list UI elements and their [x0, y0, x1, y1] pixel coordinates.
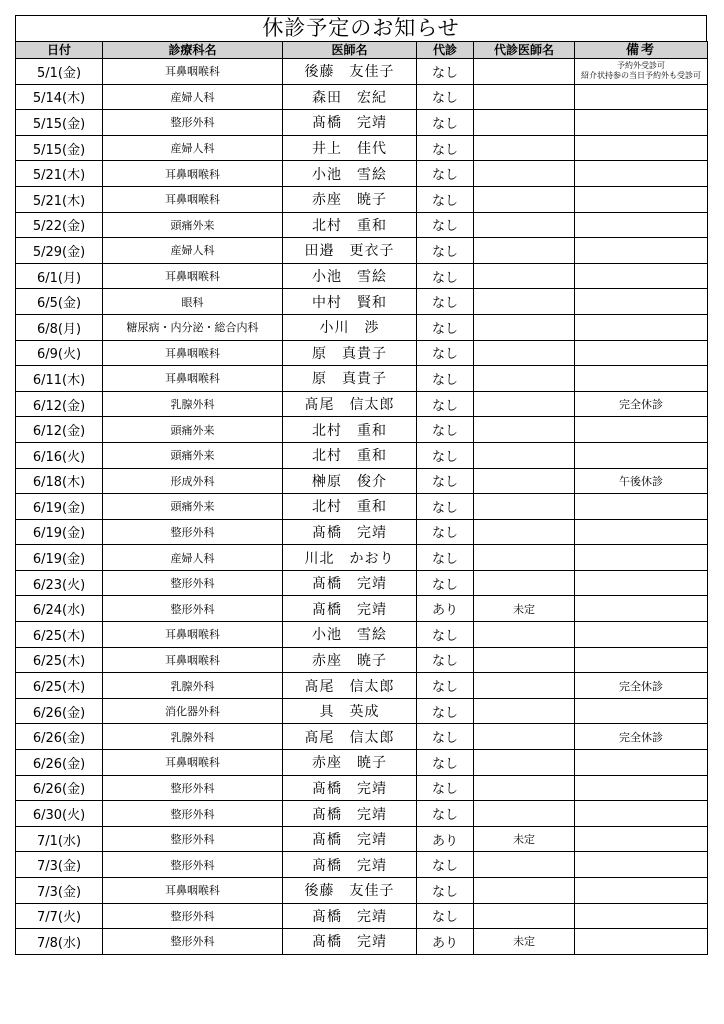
doctor-cell: 赤座 暁子 — [283, 186, 417, 212]
date-cell: 6/26(金) — [16, 724, 103, 750]
notes-cell — [575, 494, 708, 520]
notes-cell — [575, 314, 708, 340]
table-row — [16, 519, 708, 545]
date-cell: 6/12(金) — [16, 417, 103, 443]
substitute-cell: なし — [417, 391, 474, 417]
notes-cell — [575, 161, 708, 187]
doctor-cell: 森田 宏紀 — [283, 84, 417, 110]
substitute-cell: なし — [417, 186, 474, 212]
date-cell: 5/22(金) — [16, 212, 103, 238]
table-row — [16, 263, 708, 289]
department-cell: 耳鼻咽喉科 — [103, 340, 283, 366]
header-substitute-doctor: 代診医師名 — [474, 42, 575, 59]
substitute-doctor-cell — [474, 673, 575, 699]
date-cell: 5/14(木) — [16, 84, 103, 110]
table-header-row — [16, 42, 708, 59]
substitute-cell: なし — [417, 59, 474, 85]
doctor-cell: 川北 かおり — [283, 545, 417, 571]
table-row — [16, 110, 708, 136]
notes-cell — [575, 186, 708, 212]
substitute-cell: なし — [417, 289, 474, 315]
date-cell: 6/18(木) — [16, 468, 103, 494]
doctor-cell: 髙橋 完靖 — [283, 775, 417, 801]
substitute-cell: なし — [417, 698, 474, 724]
substitute-doctor-cell — [474, 570, 575, 596]
substitute-cell: なし — [417, 110, 474, 136]
notes-cell — [575, 596, 708, 622]
table-row — [16, 750, 708, 776]
substitute-doctor-cell — [474, 468, 575, 494]
substitute-cell: なし — [417, 494, 474, 520]
substitute-cell: なし — [417, 263, 474, 289]
substitute-doctor-cell — [474, 263, 575, 289]
department-cell: 頭痛外来 — [103, 494, 283, 520]
substitute-doctor-cell — [474, 442, 575, 468]
department-cell: 産婦人科 — [103, 135, 283, 161]
notes-cell — [575, 135, 708, 161]
department-cell: 糖尿病・内分泌・総合内科 — [103, 314, 283, 340]
substitute-doctor-cell — [474, 289, 575, 315]
date-cell: 6/12(金) — [16, 391, 103, 417]
department-cell: 産婦人科 — [103, 545, 283, 571]
substitute-cell: なし — [417, 647, 474, 673]
substitute-cell: なし — [417, 519, 474, 545]
doctor-cell: 髙橋 完靖 — [283, 852, 417, 878]
table-row — [16, 929, 708, 955]
table-row — [16, 647, 708, 673]
table-row — [16, 212, 708, 238]
notes-cell — [575, 622, 708, 648]
date-cell: 6/1(月) — [16, 263, 103, 289]
date-cell: 6/16(火) — [16, 442, 103, 468]
department-cell: 耳鼻咽喉科 — [103, 186, 283, 212]
substitute-doctor-cell — [474, 750, 575, 776]
table-row — [16, 442, 708, 468]
date-cell: 6/8(月) — [16, 314, 103, 340]
substitute-cell: なし — [417, 852, 474, 878]
doctor-cell: 原 真貴子 — [283, 366, 417, 392]
substitute-doctor-cell — [474, 724, 575, 750]
notes-cell — [575, 545, 708, 571]
table-body — [16, 59, 708, 955]
substitute-cell: なし — [417, 238, 474, 264]
substitute-doctor-cell — [474, 903, 575, 929]
notes-cell — [575, 110, 708, 136]
notes-cell — [575, 852, 708, 878]
substitute-doctor-cell — [474, 698, 575, 724]
substitute-doctor-cell — [474, 519, 575, 545]
substitute-cell: あり — [417, 929, 474, 955]
department-cell: 整形外科 — [103, 801, 283, 827]
substitute-doctor-cell — [474, 647, 575, 673]
closure-table — [15, 41, 708, 955]
table-row — [16, 852, 708, 878]
doctor-cell: 髙尾 信太郎 — [283, 391, 417, 417]
department-cell: 整形外科 — [103, 519, 283, 545]
substitute-doctor-cell — [474, 391, 575, 417]
notes-cell: 完全休診 — [575, 391, 708, 417]
date-cell: 7/1(水) — [16, 826, 103, 852]
doctor-cell: 井上 佳代 — [283, 135, 417, 161]
doctor-cell: 北村 重和 — [283, 417, 417, 443]
substitute-cell: なし — [417, 878, 474, 904]
header-notes: 備考 — [575, 42, 708, 59]
table-row — [16, 622, 708, 648]
department-cell: 耳鼻咽喉科 — [103, 647, 283, 673]
substitute-doctor-cell: 未定 — [474, 929, 575, 955]
notes-cell — [575, 263, 708, 289]
table-row — [16, 238, 708, 264]
substitute-doctor-cell — [474, 135, 575, 161]
table-row — [16, 84, 708, 110]
date-cell: 6/23(火) — [16, 570, 103, 596]
doctor-cell: 原 真貴子 — [283, 340, 417, 366]
doctor-cell: 小池 雪絵 — [283, 263, 417, 289]
substitute-doctor-cell — [474, 84, 575, 110]
notes-cell — [575, 289, 708, 315]
department-cell: 整形外科 — [103, 110, 283, 136]
department-cell: 整形外科 — [103, 903, 283, 929]
notes-cell — [575, 801, 708, 827]
substitute-doctor-cell — [474, 878, 575, 904]
notes-cell — [575, 826, 708, 852]
notes-cell — [575, 929, 708, 955]
table-row — [16, 314, 708, 340]
notes-cell — [575, 340, 708, 366]
department-cell: 整形外科 — [103, 570, 283, 596]
notes-cell — [575, 212, 708, 238]
date-cell: 6/25(木) — [16, 673, 103, 699]
table-row — [16, 468, 708, 494]
notes-cell — [575, 903, 708, 929]
substitute-cell: なし — [417, 903, 474, 929]
date-cell: 6/19(金) — [16, 494, 103, 520]
notes-cell: 完全休診 — [575, 673, 708, 699]
substitute-cell: なし — [417, 314, 474, 340]
doctor-cell: 髙橋 完靖 — [283, 596, 417, 622]
department-cell: 頭痛外来 — [103, 212, 283, 238]
notes-cell: 完全休診 — [575, 724, 708, 750]
date-cell: 5/1(金) — [16, 59, 103, 85]
doctor-cell: 髙橋 完靖 — [283, 929, 417, 955]
date-cell: 5/15(金) — [16, 110, 103, 136]
substitute-doctor-cell — [474, 417, 575, 443]
notes-cell: 予約外受診可 紹介状持参の当日予約外も受診可 — [575, 59, 708, 85]
substitute-doctor-cell — [474, 852, 575, 878]
date-cell: 6/9(火) — [16, 340, 103, 366]
department-cell: 消化器外科 — [103, 698, 283, 724]
substitute-doctor-cell — [474, 545, 575, 571]
substitute-cell: なし — [417, 84, 474, 110]
department-cell: 耳鼻咽喉科 — [103, 750, 283, 776]
substitute-cell: あり — [417, 826, 474, 852]
date-cell: 7/7(火) — [16, 903, 103, 929]
doctor-cell: 髙橋 完靖 — [283, 519, 417, 545]
notes-cell — [575, 238, 708, 264]
doctor-cell: 髙橋 完靖 — [283, 570, 417, 596]
date-cell: 6/5(金) — [16, 289, 103, 315]
date-cell: 7/3(金) — [16, 852, 103, 878]
notes-cell — [575, 84, 708, 110]
substitute-doctor-cell — [474, 366, 575, 392]
department-cell: 耳鼻咽喉科 — [103, 263, 283, 289]
department-cell: 整形外科 — [103, 852, 283, 878]
table-row — [16, 494, 708, 520]
notes-cell — [575, 750, 708, 776]
substitute-doctor-cell: 未定 — [474, 596, 575, 622]
department-cell: 形成外科 — [103, 468, 283, 494]
substitute-cell: なし — [417, 366, 474, 392]
doctor-cell: 髙尾 信太郎 — [283, 724, 417, 750]
table-row — [16, 186, 708, 212]
department-cell: 耳鼻咽喉科 — [103, 622, 283, 648]
substitute-doctor-cell — [474, 161, 575, 187]
doctor-cell: 榊原 俊介 — [283, 468, 417, 494]
substitute-doctor-cell: 未定 — [474, 826, 575, 852]
date-cell: 7/8(水) — [16, 929, 103, 955]
substitute-cell: なし — [417, 161, 474, 187]
substitute-doctor-cell — [474, 340, 575, 366]
table-row — [16, 340, 708, 366]
doctor-cell: 小川 渉 — [283, 314, 417, 340]
department-cell: 頭痛外来 — [103, 442, 283, 468]
doctor-cell: 髙橋 完靖 — [283, 110, 417, 136]
doctor-cell: 田邉 更衣子 — [283, 238, 417, 264]
date-cell: 6/25(木) — [16, 647, 103, 673]
table-row — [16, 724, 708, 750]
schedule-sheet — [15, 15, 707, 955]
substitute-doctor-cell — [474, 494, 575, 520]
date-cell: 5/21(木) — [16, 186, 103, 212]
doctor-cell: 北村 重和 — [283, 494, 417, 520]
substitute-cell: なし — [417, 724, 474, 750]
table-row — [16, 801, 708, 827]
notes-cell — [575, 775, 708, 801]
substitute-doctor-cell — [474, 622, 575, 648]
header-date: 日付 — [16, 42, 103, 59]
substitute-doctor-cell — [474, 775, 575, 801]
notes-cell — [575, 698, 708, 724]
table-row — [16, 161, 708, 187]
date-cell: 5/15(金) — [16, 135, 103, 161]
doctor-cell: 髙橋 完靖 — [283, 903, 417, 929]
substitute-doctor-cell — [474, 314, 575, 340]
doctor-cell: 小池 雪絵 — [283, 161, 417, 187]
substitute-doctor-cell — [474, 59, 575, 85]
notes-cell — [575, 519, 708, 545]
department-cell: 耳鼻咽喉科 — [103, 161, 283, 187]
substitute-cell: なし — [417, 545, 474, 571]
department-cell: 整形外科 — [103, 775, 283, 801]
date-cell: 6/26(金) — [16, 750, 103, 776]
table-row — [16, 878, 708, 904]
doctor-cell: 中村 賢和 — [283, 289, 417, 315]
table-row — [16, 366, 708, 392]
header-doctor: 医師名 — [283, 42, 417, 59]
table-row — [16, 903, 708, 929]
department-cell: 整形外科 — [103, 826, 283, 852]
notes-cell — [575, 570, 708, 596]
doctor-cell: 具 英成 — [283, 698, 417, 724]
substitute-cell: なし — [417, 468, 474, 494]
department-cell: 整形外科 — [103, 929, 283, 955]
substitute-cell: なし — [417, 212, 474, 238]
substitute-cell: なし — [417, 135, 474, 161]
date-cell: 6/30(火) — [16, 801, 103, 827]
notes-cell — [575, 647, 708, 673]
date-cell: 6/24(水) — [16, 596, 103, 622]
doctor-cell: 北村 重和 — [283, 442, 417, 468]
header-substitute: 代診 — [417, 42, 474, 59]
department-cell: 耳鼻咽喉科 — [103, 59, 283, 85]
doctor-cell: 北村 重和 — [283, 212, 417, 238]
notes-cell — [575, 442, 708, 468]
substitute-cell: なし — [417, 801, 474, 827]
department-cell: 眼科 — [103, 289, 283, 315]
notes-cell: 午後休診 — [575, 468, 708, 494]
table-row — [16, 417, 708, 443]
notes-cell — [575, 878, 708, 904]
department-cell: 乳腺外科 — [103, 673, 283, 699]
notes-cell — [575, 417, 708, 443]
doctor-cell: 小池 雪絵 — [283, 622, 417, 648]
doctor-cell: 髙橋 完靖 — [283, 826, 417, 852]
table-row — [16, 391, 708, 417]
substitute-cell: なし — [417, 622, 474, 648]
substitute-cell: なし — [417, 673, 474, 699]
table-row — [16, 289, 708, 315]
table-row — [16, 545, 708, 571]
department-cell: 乳腺外科 — [103, 724, 283, 750]
substitute-cell: なし — [417, 775, 474, 801]
date-cell: 6/19(金) — [16, 545, 103, 571]
date-cell: 5/29(金) — [16, 238, 103, 264]
header-department: 診療科名 — [103, 42, 283, 59]
substitute-cell: なし — [417, 750, 474, 776]
table-row — [16, 826, 708, 852]
table-row — [16, 673, 708, 699]
substitute-doctor-cell — [474, 186, 575, 212]
doctor-cell: 髙尾 信太郎 — [283, 673, 417, 699]
substitute-cell: なし — [417, 417, 474, 443]
substitute-doctor-cell — [474, 801, 575, 827]
date-cell: 5/21(木) — [16, 161, 103, 187]
department-cell: 産婦人科 — [103, 238, 283, 264]
table-row — [16, 698, 708, 724]
table-row — [16, 775, 708, 801]
department-cell: 産婦人科 — [103, 84, 283, 110]
doctor-cell: 赤座 暁子 — [283, 750, 417, 776]
date-cell: 7/3(金) — [16, 878, 103, 904]
substitute-doctor-cell — [474, 212, 575, 238]
table-row — [16, 135, 708, 161]
page-title: 休診予定のお知らせ — [15, 15, 707, 41]
date-cell: 6/26(金) — [16, 698, 103, 724]
table-row — [16, 59, 708, 85]
doctor-cell: 後藤 友佳子 — [283, 59, 417, 85]
department-cell: 乳腺外科 — [103, 391, 283, 417]
table-row — [16, 570, 708, 596]
doctor-cell: 後藤 友佳子 — [283, 878, 417, 904]
department-cell: 耳鼻咽喉科 — [103, 878, 283, 904]
substitute-cell: なし — [417, 570, 474, 596]
department-cell: 頭痛外来 — [103, 417, 283, 443]
substitute-doctor-cell — [474, 238, 575, 264]
substitute-cell: なし — [417, 442, 474, 468]
date-cell: 6/25(木) — [16, 622, 103, 648]
notes-cell — [575, 366, 708, 392]
department-cell: 耳鼻咽喉科 — [103, 366, 283, 392]
substitute-cell: あり — [417, 596, 474, 622]
table-row — [16, 596, 708, 622]
date-cell: 6/11(木) — [16, 366, 103, 392]
date-cell: 6/26(金) — [16, 775, 103, 801]
substitute-doctor-cell — [474, 110, 575, 136]
doctor-cell: 赤座 暁子 — [283, 647, 417, 673]
substitute-cell: なし — [417, 340, 474, 366]
department-cell: 整形外科 — [103, 596, 283, 622]
date-cell: 6/19(金) — [16, 519, 103, 545]
doctor-cell: 髙橋 完靖 — [283, 801, 417, 827]
